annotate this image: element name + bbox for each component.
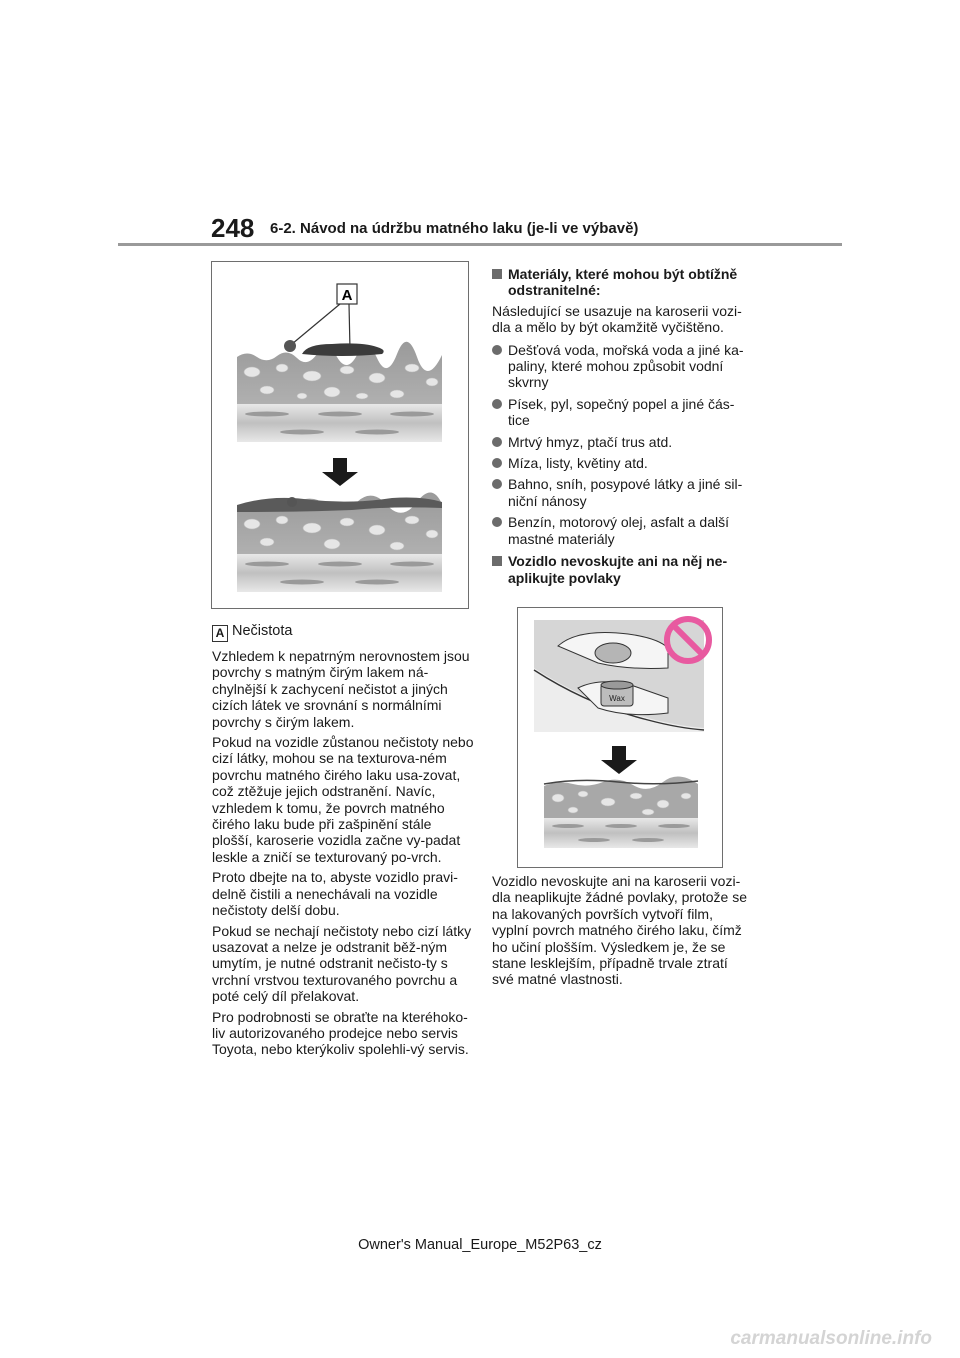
watermark: carmanualsonline.info [730,1328,932,1349]
figure-legend [212,623,292,642]
dirty-sample-bottom [237,492,442,592]
paragraph-4: Pokud se nechají nečistoty nebo cizí látky usazovat a nelze je odstranit běž-ným umytím, je nutné odstranit nečisto-ty s vrchní vrstvou texturovaného povrchu a poté celý díl přelakovat. [212,922,472,1005]
header-rule [118,243,842,246]
no-wax-diagram [518,608,722,867]
paragraph-5: Pro podrobnosti se obraťte na kteréhoko-liv autorizovaného prodejce nebo servis Toyota, nebo kterýkoliv spolehli-vý servis. [212,1008,469,1058]
right-column-text [492,266,750,586]
dirt-illustration [211,261,469,609]
figure-label-a: A [341,287,353,304]
arrow-down-icon [601,746,637,774]
list-item: Mrtvý hmyz, ptačí trus atd. [492,434,750,450]
wax-can-label: Wax [609,694,625,703]
no-wax-illustration [517,607,723,868]
section-title: 6-2. Návod na údržbu matného laku (je-li ve výbavě) [270,220,639,237]
legend-letter: A [212,625,228,642]
round-bullet-icon [492,399,502,409]
list-item: Písek, pyl, sopečný popel a jiné čás-tice [492,396,750,429]
round-bullet-icon [492,437,502,447]
no-wax-paragraph: Vozidlo nevoskujte ani na karoserii vozi-dla neaplikujte žádné povlaky, protože se na lakovaných površích vytvoří film, vyplní povrch matného čirého laku, čímž ho učiní plošším. Výsledkem je, že se stane lesklejším, případně trvale ztratí své matné vlastnosti. [492,873,748,988]
left-column-text [212,648,474,1058]
paragraph-2: Pokud na vozidle zůstanou nečistoty nebo cizí látky, mohou se na texturova-ném povrchu matného čirého laku usa-zovat, což ztěžuje jejich odstranění. Navíc, vzhledem k tomu, že povrch matného čirého laku bude při zašpinění stále plošší, karoserie vozidla začne vy-padat leskle a zničí se texturovaný po-vrch. [212,734,474,865]
arrow-down-icon [322,458,358,486]
subhead-materials: Materiály, které mohou být obtížně odstranitelné: [492,266,750,299]
materials-intro: Následující se usazuje na karoserii vozi-dla a mělo by být okamžitě vyčištěno. [492,302,742,336]
round-bullet-icon [492,345,502,355]
round-bullet-icon [492,458,502,468]
round-bullet-icon [492,517,502,527]
footer: Owner's Manual_Europe_M52P63_cz [358,1237,602,1253]
square-bullet-icon [492,269,502,279]
legend-text: Nečistota [232,623,293,639]
page-number: 248 [211,213,255,243]
list-item: Benzín, motorový olej, asfalt a další mastné materiály [492,514,750,547]
square-bullet-icon [492,556,502,566]
paragraph-3: Proto dbejte na to, abyste vozidlo pravi-delně čistili a nenechávali na vozidle nečistoty delší dobu. [212,869,458,919]
round-bullet-icon [492,479,502,489]
paragraph-1: Vzhledem k nepatrným nerovnostem jsou povrchy s matným čirým lakem ná-chylnější k zachycení nečistot a jiných cizích látek ve srovnání s normálními povrchy s čirým lakem. [212,648,470,730]
materials-list [492,342,750,547]
dirt-layers-diagram [212,262,468,608]
coated-sample [544,776,698,848]
subhead-no-wax: Vozidlo nevoskujte ani na něj ne-aplikujte povlaky [492,553,750,586]
dirty-sample-top [237,340,442,442]
list-item: Dešťová voda, mořská voda a jiné ka-paliny, které mohou způsobit vodní skvrny [492,342,750,391]
closing-text [492,873,750,988]
list-item: Míza, listy, květiny atd. [492,455,750,471]
list-item: Bahno, sníh, posypové látky a jiné sil-niční nánosy [492,476,750,509]
